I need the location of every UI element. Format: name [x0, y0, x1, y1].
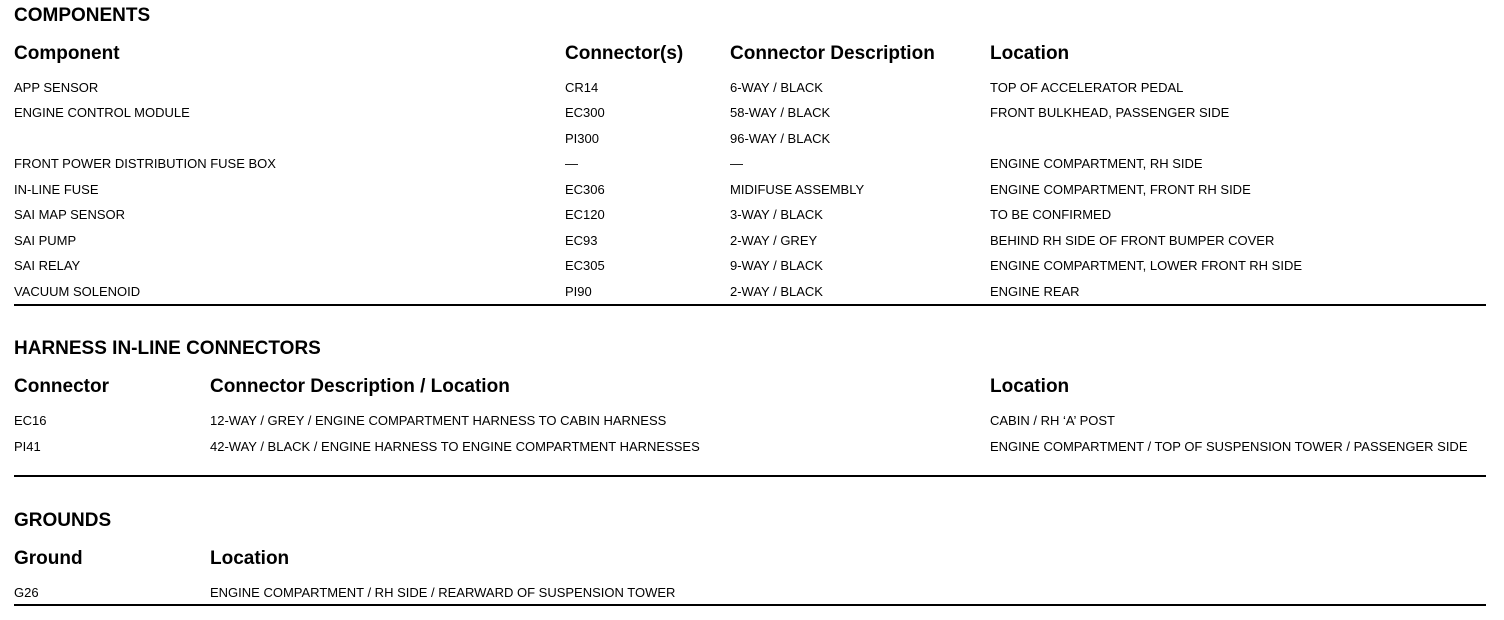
- table-cell-component: APP SENSOR: [14, 80, 99, 95]
- table-cell-location: TOP OF ACCELERATOR PEDAL: [990, 80, 1184, 95]
- table-cell-location: ENGINE COMPARTMENT / TOP OF SUSPENSION TOWER / PASSENGER SIDE: [990, 439, 1468, 454]
- components-header-connector-description: Connector Description: [730, 43, 935, 64]
- table-cell-description: 6-WAY / BLACK: [730, 80, 823, 95]
- table-cell-description: MIDIFUSE ASSEMBLY: [730, 182, 865, 197]
- table-cell-connector: PI300: [565, 131, 599, 146]
- table-cell-description: —: [730, 156, 743, 171]
- grounds-bottom-rule: [14, 604, 1486, 606]
- table-cell-description: 42-WAY / BLACK / ENGINE HARNESS TO ENGINE COMPARTMENT HARNESSES: [210, 439, 700, 454]
- table-cell-component: SAI PUMP: [14, 233, 77, 248]
- table-cell-description: 2-WAY / GREY: [730, 233, 818, 248]
- table-cell-description: 58-WAY / BLACK: [730, 105, 831, 120]
- grounds-header-ground: Ground: [14, 548, 83, 569]
- harness-bottom-rule: [14, 475, 1486, 477]
- table-cell-description: 3-WAY / BLACK: [730, 207, 823, 222]
- table-cell-connector: EC93: [565, 233, 598, 248]
- components-header-connectors: Connector(s): [565, 43, 684, 64]
- table-cell-connector: PI90: [565, 284, 592, 299]
- table-cell-component: ENGINE CONTROL MODULE: [14, 105, 190, 120]
- table-cell-connector: —: [565, 156, 578, 171]
- table-cell-location: CABIN / RH ‘A’ POST: [990, 413, 1115, 428]
- table-cell-connector: EC16: [14, 413, 47, 428]
- harness-section-title: HARNESS IN-LINE CONNECTORS: [14, 338, 321, 359]
- harness-header-connector: Connector: [14, 376, 109, 397]
- components-bottom-rule: [14, 304, 1486, 306]
- table-cell-component: SAI RELAY: [14, 258, 81, 273]
- table-cell-location: ENGINE COMPARTMENT, RH SIDE: [990, 156, 1203, 171]
- table-cell-component: IN-LINE FUSE: [14, 182, 99, 197]
- table-cell-connector: EC120: [565, 207, 605, 222]
- table-cell-location: BEHIND RH SIDE OF FRONT BUMPER COVER: [990, 233, 1275, 248]
- table-cell-location: TO BE CONFIRMED: [990, 207, 1112, 222]
- components-header-component: Component: [14, 43, 120, 64]
- grounds-section-title: GROUNDS: [14, 510, 112, 531]
- table-cell-connector: EC306: [565, 182, 605, 197]
- table-cell-component: VACUUM SOLENOID: [14, 284, 141, 299]
- table-cell-connector: PI41: [14, 439, 41, 454]
- table-cell-description: 96-WAY / BLACK: [730, 131, 831, 146]
- table-cell-connector: CR14: [565, 80, 599, 95]
- table-cell-location: ENGINE COMPARTMENT / RH SIDE / REARWARD OF SUSPENSION TOWER: [210, 585, 676, 600]
- table-cell-ground: G26: [14, 585, 39, 600]
- harness-header-description-location: Connector Description / Location: [210, 376, 510, 397]
- table-cell-component: SAI MAP SENSOR: [14, 207, 126, 222]
- grounds-header-location: Location: [210, 548, 290, 569]
- table-cell-connector: EC300: [565, 105, 605, 120]
- table-cell-description: 2-WAY / BLACK: [730, 284, 823, 299]
- components-header-location: Location: [990, 43, 1070, 64]
- table-cell-location: FRONT BULKHEAD, PASSENGER SIDE: [990, 105, 1230, 120]
- table-cell-description: 12-WAY / GREY / ENGINE COMPARTMENT HARNESS TO CABIN HARNESS: [210, 413, 667, 428]
- table-cell-location: ENGINE REAR: [990, 284, 1080, 299]
- components-section-title: COMPONENTS: [14, 5, 151, 26]
- table-cell-component: FRONT POWER DISTRIBUTION FUSE BOX: [14, 156, 276, 171]
- table-cell-location: ENGINE COMPARTMENT, FRONT RH SIDE: [990, 182, 1251, 197]
- harness-header-location: Location: [990, 376, 1070, 397]
- table-cell-location: ENGINE COMPARTMENT, LOWER FRONT RH SIDE: [990, 258, 1303, 273]
- table-cell-description: 9-WAY / BLACK: [730, 258, 823, 273]
- table-cell-connector: EC305: [565, 258, 605, 273]
